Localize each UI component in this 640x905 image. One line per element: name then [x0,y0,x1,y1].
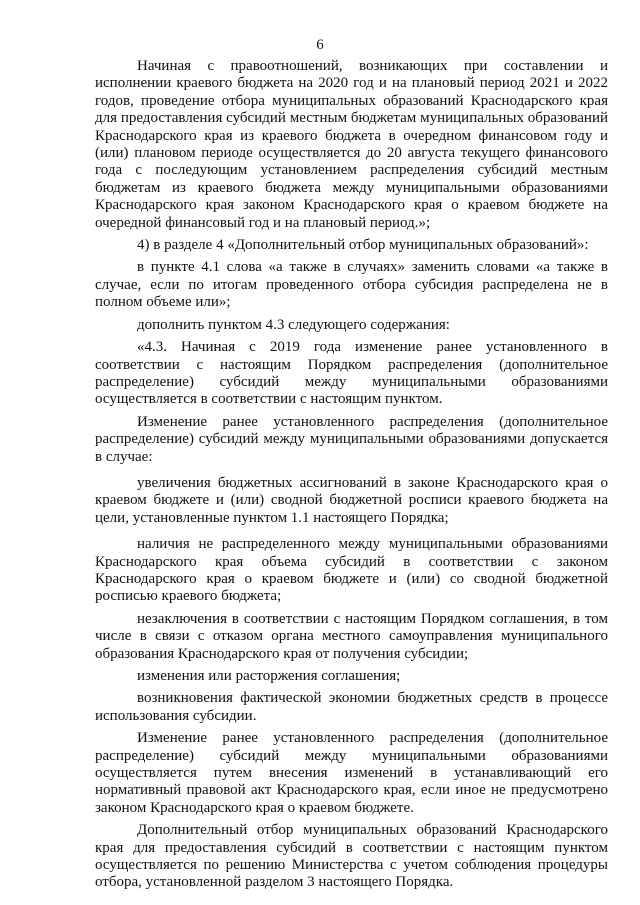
paragraph-9: незаключения в соответствии с настоящим Порядком соглашения, в том числе в связи с отказом органа местного самоуправления муниципального образования Краснодарского края от получения субсидии; [95,610,608,662]
paragraph-13: Дополнительный отбор муниципальных образований Краснодарского края для предоставления субсидий в соответствии с настоящим пунктом осуществляется по решению Министерства с учетом соблюдения процедуры отбора, установленной разделом 3 настоящего Порядка. [95,822,608,891]
paragraph-6: Изменение ранее установленного распределения (дополнительное распределение) субсидий между муниципальными образованиями допускается в случае: [95,413,608,465]
page-number: 6 [316,37,324,53]
paragraph-11: возникновения фактической экономии бюджетных средств в процессе использования субсидии. [95,690,608,724]
paragraph-7: увеличения бюджетных ассигнований в законе Краснодарского края о краевом бюджете и (или) сводной бюджетной росписи краевого бюджета на цели, установленные пунктом 1.1 настоящего Порядка; [95,474,608,526]
paragraph-1: Начиная с правоотношений, возникающих при составлении и исполнении краевого бюджета на 2020 год и на плановый период 2021 и 2022 годов, проведение отбора муниципальных образований Краснодарского края для предоставления субсидий местным бюджетам муниципальных образований Краснодарского края из краевого бюджета в очередном финансовом году и (или) плановом периоде осуществляется до 20 августа текущего финансового года с последующим установлением распределения субсидий местным бюджетам из краевого бюджета между муниципальными образованиями Краснодарского края законом Краснодарского края о краевом бюджете на очередной финансовый год и на плановый период.»; [95,58,608,231]
paragraph-12: Изменение ранее установленного распределения (дополнительное распределение) субсидий между муниципальными образованиями осуществляется путем внесения изменений в устанавливающий его нормативный правовой акт Краснодарского края, если иное не предусмотрено законом Краснодарского края о краевом бюджете. [95,730,608,816]
paragraph-8: наличия не распределенного между муниципальными образованиями Краснодарского края объема субсидий в соответствии с законом Краснодарского края о краевом бюджете и (или) со сводной бюджетной росписью краевого бюджета; [95,536,608,605]
paragraph-10: изменения или расторжения соглашения; [137,668,401,684]
paragraph-5: «4.3. Начиная с 2019 года изменение ранее установленного в соответствии с настоящим Порядком распределения (дополнительное распределение) субсидий между муниципальными образованиями осуществляется в соответствии с настоящим пунктом. [95,339,608,408]
document-body [95,58,608,892]
paragraph-2: 4) в разделе 4 «Дополнительный отбор муниципальных образований»: [137,237,589,254]
paragraph-3: в пункте 4.1 слова «а также в случаях» заменить словами «а также в случае, если по итогам проведенного отбора субсидия распределена не в полном объеме или»; [95,259,608,311]
paragraph-4: дополнить пунктом 4.3 следующего содержания: [137,316,450,333]
